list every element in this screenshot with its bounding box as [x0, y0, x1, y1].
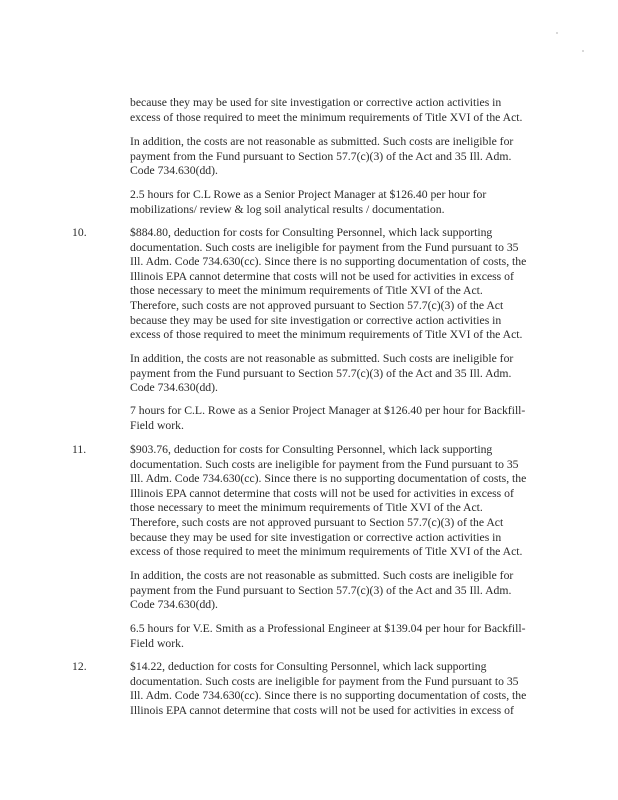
text-line: In addition, the costs are not reasonable as submitted. Such costs are ineligible for: [130, 569, 514, 582]
text-line: 7 hours for C.L. Rowe as a Senior Project Manager at $126.40 per hour for Backfill-: [130, 404, 526, 417]
item-number: 12.: [72, 660, 87, 673]
text-line: those necessary to meet the minimum requirements of Title XVI of the Act.: [130, 284, 483, 298]
paragraph: [130, 404, 525, 433]
text-line: documentation. Such costs are ineligible for payment from the Fund pursuant to 35: [130, 457, 519, 471]
scan-speck: [582, 50, 584, 52]
text-line: In addition, the costs are not reasonable as submitted. Such costs are ineligible for: [130, 352, 514, 365]
numbered-item-paragraph: [130, 443, 526, 560]
text-line: Code 734.630(dd).: [130, 164, 218, 178]
text-line: Therefore, such costs are not approved pursuant to Section 57.7(c)(3) of the Act: [130, 298, 504, 312]
text-line: Field work.: [130, 418, 184, 432]
text-line: Ill. Adm. Code 734.630(cc). Since there is no supporting documentation of costs, the: [130, 472, 527, 486]
text-line: payment from the Fund pursuant to Section 57.7(c)(3) of the Act and 35 Ill. Adm.: [130, 583, 512, 597]
text-line: Illinois EPA cannot determine that costs will not be used for activities in excess of: [130, 486, 514, 500]
text-line: Illinois EPA cannot determine that costs will not be used for activities in excess of: [130, 703, 514, 717]
text-line: documentation. Such costs are ineligible for payment from the Fund pursuant to 35: [130, 674, 519, 688]
text-line: Field work.: [130, 636, 184, 650]
paragraph: [130, 569, 513, 613]
text-line: Code 734.630(dd).: [130, 598, 218, 612]
text-line: Therefore, such costs are not approved pursuant to Section 57.7(c)(3) of the Act: [130, 515, 504, 529]
text-line: Ill. Adm. Code 734.630(cc). Since there is no supporting documentation of costs, the: [130, 255, 527, 269]
paragraph: [130, 135, 513, 179]
text-line: Illinois EPA cannot determine that costs will not be used for activities in excess of: [130, 269, 514, 283]
text-line: 6.5 hours for V.E. Smith as a Professional Engineer at $139.04 per hour for Backfill-: [130, 622, 526, 635]
item-number: 10.: [72, 226, 87, 239]
text-line: those necessary to meet the minimum requirements of Title XVI of the Act.: [130, 501, 483, 515]
text-line: $14.22, deduction for costs for Consulting Personnel, which lack supporting: [130, 660, 487, 673]
paragraph: [130, 188, 486, 217]
text-line: excess of those required to meet the minimum requirements of Title XVI of the Act.: [130, 328, 523, 342]
text-line: In addition, the costs are not reasonable as submitted. Such costs are ineligible for: [130, 135, 514, 148]
numbered-item-paragraph: [130, 660, 526, 718]
text-line: Ill. Adm. Code 734.630(cc). Since there is no supporting documentation of costs, the: [130, 689, 527, 703]
item-number: 11.: [72, 443, 87, 456]
text-line: because they may be used for site investigation or corrective action activities in: [130, 96, 502, 109]
text-line: because they may be used for site investigation or corrective action activities in: [130, 530, 502, 544]
text-line: payment from the Fund pursuant to Section 57.7(c)(3) of the Act and 35 Ill. Adm.: [130, 149, 512, 163]
text-line: $903.76, deduction for costs for Consulting Personnel, which lack supporting: [130, 443, 493, 456]
text-line: payment from the Fund pursuant to Section 57.7(c)(3) of the Act and 35 Ill. Adm.: [130, 366, 512, 380]
text-line: mobilizations/ review & log soil analytical results / documentation.: [130, 202, 445, 216]
numbered-item-paragraph: [130, 226, 526, 343]
text-line: because they may be used for site investigation or corrective action activities in: [130, 313, 502, 327]
text-line: 2.5 hours for C.L Rowe as a Senior Project Manager at $126.40 per hour for: [130, 188, 487, 201]
paragraph: [130, 96, 522, 125]
text-line: $884.80, deduction for costs for Consulting Personnel, which lack supporting: [130, 226, 493, 239]
scan-speck: [556, 32, 558, 34]
text-line: excess of those required to meet the minimum requirements of Title XVI of the Act.: [130, 110, 523, 124]
paragraph: [130, 622, 526, 651]
text-line: Code 734.630(dd).: [130, 381, 218, 395]
paragraph: [130, 352, 513, 396]
text-line: excess of those required to meet the minimum requirements of Title XVI of the Act.: [130, 545, 523, 559]
text-line: documentation. Such costs are ineligible for payment from the Fund pursuant to 35: [130, 240, 519, 254]
